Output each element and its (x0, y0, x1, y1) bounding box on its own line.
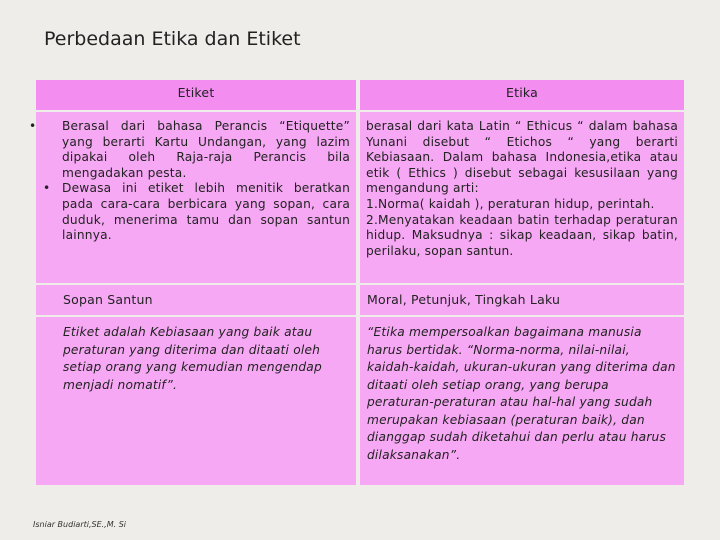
bullet-item (43, 181, 350, 243)
bullet-icon: • (43, 181, 51, 196)
table-row-meaning (36, 283, 684, 315)
etika-definition-cell: “Etika mempersoalkan bagaimana manusia harus bertidak. “Norma-norma, nilai-nilai, kaidah-kaidah, ukuran-ukuran yang diterima dan ditaati oleh setiap orang, yang berupa peraturan-peraturan atau hal-hal yang sudah merupakan kebiasaan (peraturan baik), dan dianggap sudah diketahui dan perlu atau harus dilaksanakan”. (360, 317, 684, 485)
etiket-meaning-cell: Sopan Santun (36, 285, 356, 315)
table-row-origin (29, 112, 684, 283)
etika-point: 1.Norma( kaidah ), peraturan hidup, perintah. (366, 196, 655, 211)
etiket-origin-cell (29, 112, 356, 283)
table-row-definition (36, 315, 684, 485)
comparison-table (29, 80, 684, 485)
table-header-row (36, 80, 684, 112)
bullet-item (29, 119, 350, 181)
etika-point: 2.Menyatakan keadaan batin terhadap peraturan hidup. Maksudnya : sikap keadaan, sikap batin, perilaku, sopan santun. (366, 212, 678, 258)
etika-meaning-cell: Moral, Petunjuk, Tingkah Laku (360, 285, 684, 315)
bullet-text: Dewasa ini etiket lebih menitik beratkan pada cara-cara berbicara yang sopan, cara duduk, menerima tamu dan sopan santun lainnya. (62, 181, 350, 243)
header-etika: Etika (360, 80, 684, 110)
etiket-definition-cell: Etiket adalah Kebiasaan yang baik atau peraturan yang diterima dan ditaati oleh setiap orang yang kemudian mengendap menjadi nomatif”. (36, 317, 356, 485)
bullet-text: Berasal dari bahasa Perancis “Etiquette” yang berarti Kartu Undangan, yang lazim dipakai oleh Raja-raja Perancis bila mengadakan pesta. (62, 119, 350, 180)
bullet-icon: • (29, 119, 37, 133)
author-footer: Isniar Budiarti,SE.,M. Si (33, 520, 127, 529)
etika-origin-cell (360, 112, 684, 283)
etika-origin-text: berasal dari kata Latin “ Ethicus “ dalam bahasa Yunani disebut “ Etichos “ yang berarti Kebiasaan. Dalam bahasa Indonesia,etika atau etik ( Ethics ) disebut sebagai kesusilaan yang mengandung arti: (366, 119, 678, 196)
slide-title: Perbedaan Etika dan Etiket (44, 28, 301, 50)
header-etiket: Etiket (36, 80, 356, 110)
